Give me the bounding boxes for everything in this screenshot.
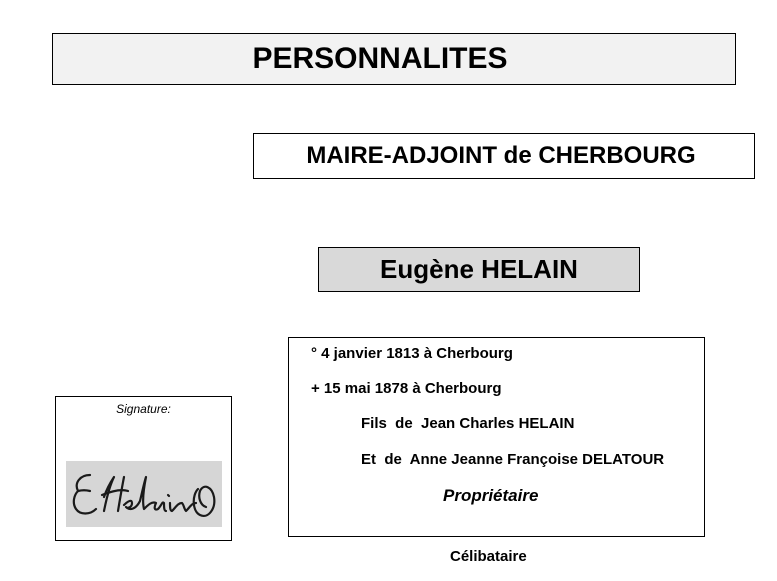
signature-label: Signature: — [116, 402, 171, 416]
handwritten-signature — [66, 461, 222, 527]
signature-box — [55, 396, 232, 541]
role-title: MAIRE-ADJOINT de CHERBOURG — [306, 142, 696, 169]
page-title: PERSONNALITES — [252, 42, 508, 75]
marital-status: Célibataire — [450, 548, 527, 565]
mother-line: Et de Anne Jeanne Françoise DELATOUR — [361, 451, 665, 468]
occupation-line: Propriétaire — [443, 486, 539, 505]
person-name: Eugène HELAIN — [380, 254, 578, 284]
death-line: + 15 mai 1878 à Cherbourg — [311, 380, 502, 397]
father-line: Fils de Jean Charles HELAIN — [361, 415, 575, 432]
page-title-banner — [52, 33, 736, 85]
birth-line: ° 4 janvier 1813 à Cherbourg — [311, 345, 513, 362]
signature-image — [66, 461, 222, 527]
biography-box — [288, 337, 705, 537]
name-banner — [318, 247, 640, 292]
role-banner — [253, 133, 755, 179]
